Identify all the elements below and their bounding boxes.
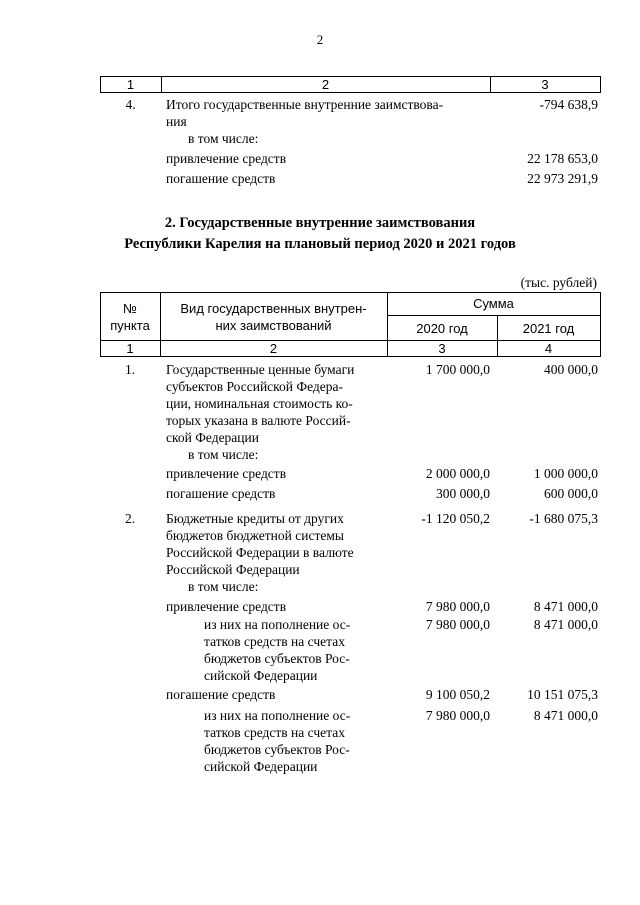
row-number: 1. bbox=[124, 362, 136, 377]
including-label: в том числе: bbox=[188, 579, 259, 594]
repay-label: погашение средств bbox=[166, 171, 276, 186]
section-title-line1: 2. Государственные внутренние заимствования bbox=[164, 215, 476, 231]
attract-sub-line: бюджетов субъектов Рос- bbox=[204, 651, 350, 666]
value-2020: -1 120 050,2 bbox=[421, 511, 490, 526]
item-name-line: ния bbox=[166, 114, 187, 129]
repay-label: погашение средств bbox=[166, 486, 276, 501]
attract-sub-line: из них на пополнение ос- bbox=[204, 617, 351, 632]
page-number: 2 bbox=[316, 32, 324, 47]
attract-label: привлечение средств bbox=[166, 599, 287, 614]
col-kind-header: них заимствований bbox=[215, 318, 332, 333]
attract-label: привлечение средств bbox=[166, 151, 287, 166]
item-name-line: Итого государственные внутренние заимствова- bbox=[166, 97, 444, 112]
repay-2020: 300 000,0 bbox=[436, 486, 490, 501]
col-2020-header: 2020 год bbox=[416, 321, 468, 336]
attract-label: привлечение средств bbox=[166, 466, 287, 481]
item-name-line: торых указана в валюте Россий- bbox=[166, 413, 351, 428]
attract-sub-line: сийской Федерации bbox=[204, 668, 318, 683]
item-name-line: Российской Федерации в валюте bbox=[166, 545, 354, 560]
including-label: в том числе: bbox=[188, 131, 259, 146]
col-2021-header: 2021 год bbox=[522, 321, 575, 336]
table1-col2-header: 2 bbox=[321, 77, 330, 92]
row-number: 2. bbox=[124, 511, 136, 526]
col-kind-header: Вид государственных внутрен- bbox=[180, 301, 367, 316]
section-title-line2: Республики Карелия на плановый период 2020 и 2021 годов bbox=[124, 236, 516, 252]
repay-value: 22 973 291,9 bbox=[527, 171, 598, 186]
col-sum-header: Сумма bbox=[473, 296, 514, 311]
repay-2020: 9 100 050,2 bbox=[425, 687, 490, 702]
colnum-2: 2 bbox=[269, 341, 278, 356]
item-name-line: Бюджетные кредиты от других bbox=[166, 511, 344, 526]
col-num-header: пункта bbox=[110, 318, 150, 333]
value-2021: 400 000,0 bbox=[544, 362, 598, 377]
repay-sub-line: сийской Федерации bbox=[204, 759, 318, 774]
item-name-line: субъектов Российской Федера- bbox=[166, 379, 343, 394]
table1-col3-header: 3 bbox=[541, 77, 549, 92]
item-name-line: Российской Федерации bbox=[166, 562, 300, 577]
table1-col1-header: 1 bbox=[126, 77, 135, 92]
col-num-header: № bbox=[123, 301, 137, 316]
attract-value: 22 178 653,0 bbox=[527, 151, 598, 166]
attract-sub-2021: 8 471 000,0 bbox=[533, 617, 598, 632]
attract-sub-line: татков средств на счетах bbox=[204, 634, 345, 649]
attract-sub-2020: 7 980 000,0 bbox=[425, 617, 490, 632]
repay-sub-line: из них на пополнение ос- bbox=[204, 708, 351, 723]
repay-sub-2021: 8 471 000,0 bbox=[533, 708, 598, 723]
item-name-line: ской Федерации bbox=[166, 430, 259, 445]
value-2020: 1 700 000,0 bbox=[425, 362, 490, 377]
including-label: в том числе: bbox=[188, 447, 259, 462]
attract-2020: 2 000 000,0 bbox=[425, 466, 490, 481]
attract-2021: 1 000 000,0 bbox=[533, 466, 598, 481]
item-total: -794 638,9 bbox=[539, 97, 598, 112]
repay-2021: 600 000,0 bbox=[544, 486, 598, 501]
repay-sub-line: татков средств на счетах bbox=[204, 725, 345, 740]
attract-2020: 7 980 000,0 bbox=[425, 599, 490, 614]
units-label: (тыс. рублей) bbox=[520, 275, 597, 290]
item-name-line: ции, номинальная стоимость ко- bbox=[166, 396, 353, 411]
colnum-4: 4 bbox=[544, 341, 553, 356]
attract-2021: 8 471 000,0 bbox=[533, 599, 598, 614]
item-name-line: бюджетов бюджетной системы bbox=[166, 528, 344, 543]
value-2021: -1 680 075,3 bbox=[529, 511, 598, 526]
colnum-1: 1 bbox=[126, 341, 134, 356]
repay-sub-2020: 7 980 000,0 bbox=[425, 708, 490, 723]
repay-label: погашение средств bbox=[166, 687, 276, 702]
colnum-3: 3 bbox=[438, 341, 446, 356]
item-name-line: Государственные ценные бумаги bbox=[166, 362, 355, 377]
repay-sub-line: бюджетов субъектов Рос- bbox=[204, 742, 350, 757]
row-number: 4. bbox=[125, 97, 136, 112]
repay-2021: 10 151 075,3 bbox=[527, 687, 598, 702]
